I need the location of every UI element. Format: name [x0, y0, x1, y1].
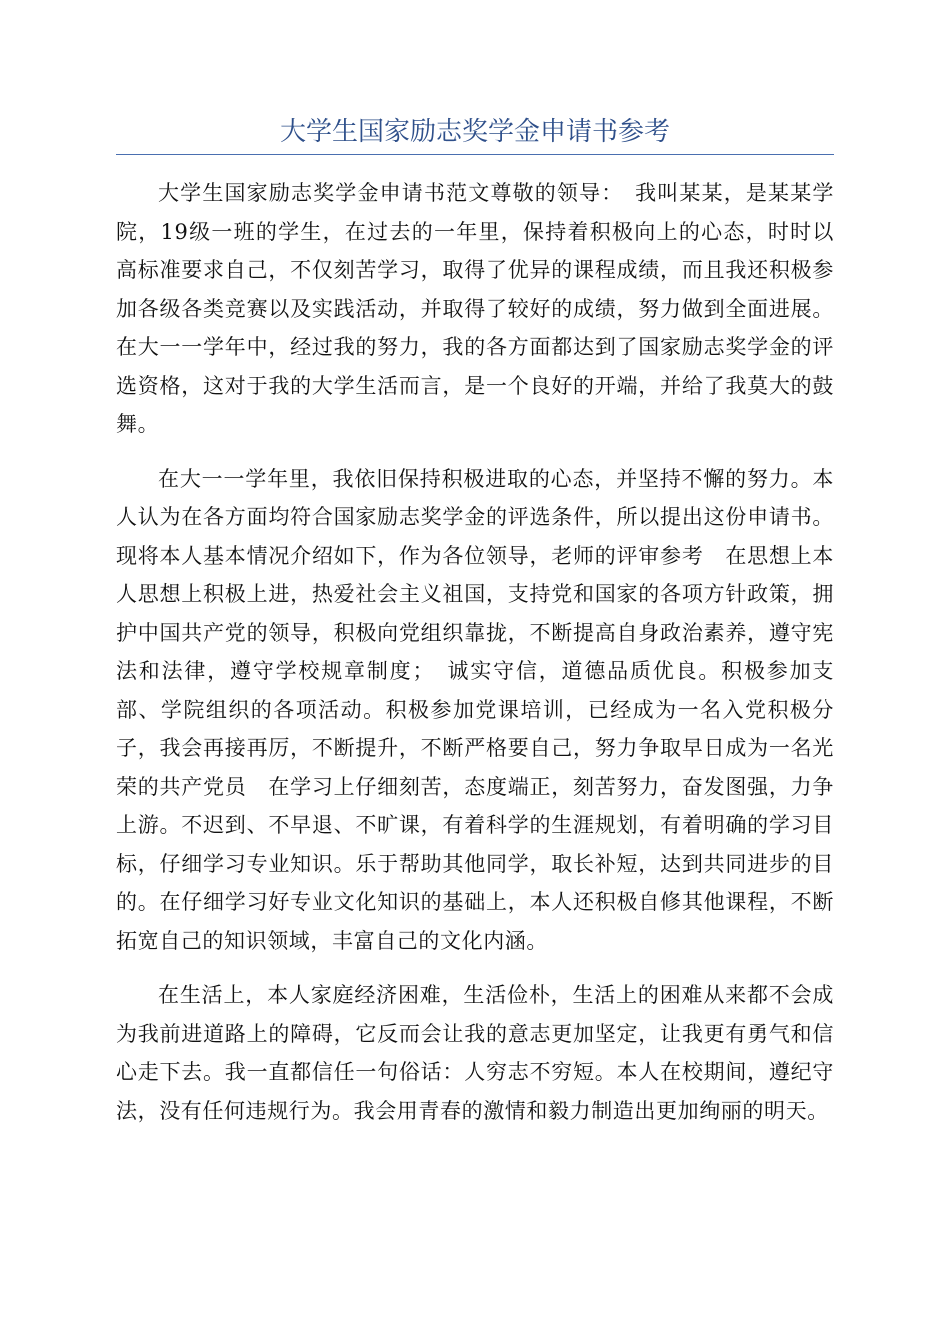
- title-underline: [116, 154, 834, 155]
- paragraph-2: 在大一一学年里，我依旧保持积极进取的心态，并坚持不懈的努力。本人认为在各方面均符合国家励志奖学金的评选条件，所以提出这份申请书。现将本人基本情况介绍如下，作为各位领导，老师的评审参考 在思想上本人思想上积极上进，热爱社会主义祖国，支持党和国家的各项方针政策，拥护中国共产党的领导，积极向党组织靠拢，不断提高自身政治素养，遵守宪法和法律，遵守学校规章制度； 诚实守信，道德品质优良。积极参加支部、学院组织的各项活动。积极参加党课培训，已经成为一名入党积极分子，我会再接再厉，不断提升，不断严格要自己，努力争取早日成为一名光荣的共产党员 在学习上仔细刻苦，态度端正，刻苦努力，奋发图强，力争上游。不迟到、不早退、不旷课，有着科学的生涯规划，有着明确的学习目标，仔细学习专业知识。乐于帮助其他同学，取长补短，达到共同进步的目的。在仔细学习好专业文化知识的基础上，本人还积极自修其他课程，不断拓宽自己的知识领域，丰富自己的文化内涵。: [116, 466, 834, 953]
- document-body: [116, 174, 834, 1146]
- paragraph-3: 在生活上，本人家庭经济困难，生活俭朴，生活上的困难从来都不会成为我前进道路上的障碍，它反而会让我的意志更加坚定，让我更有勇气和信心走下去。我一直都信任一句俗话：人穷志不穷短。本人在校期间，遵纪守法，没有任何违规行为。我会用青春的激情和毅力制造出更加绚丽的明天。: [116, 983, 834, 1123]
- paragraph-1: 大学生国家励志奖学金申请书范文尊敬的领导： 我叫某某，是某某学院，19级一班的学生，在过去的一年里，保持着积极向上的心态，时时以高标准要求自己，不仅刻苦学习，取得了优异的课程成绩，而且我还积极参加各级各类竞赛以及实践活动，并取得了较好的成绩，努力做到全面进展。在大一一学年中，经过我的努力，我的各方面都达到了国家励志奖学金的评选资格，这对于我的大学生活而言，是一个良好的开端，并给了我莫大的鼓舞。: [116, 181, 834, 436]
- document-title: 大学生国家励志奖学金申请书参考: [279, 117, 670, 147]
